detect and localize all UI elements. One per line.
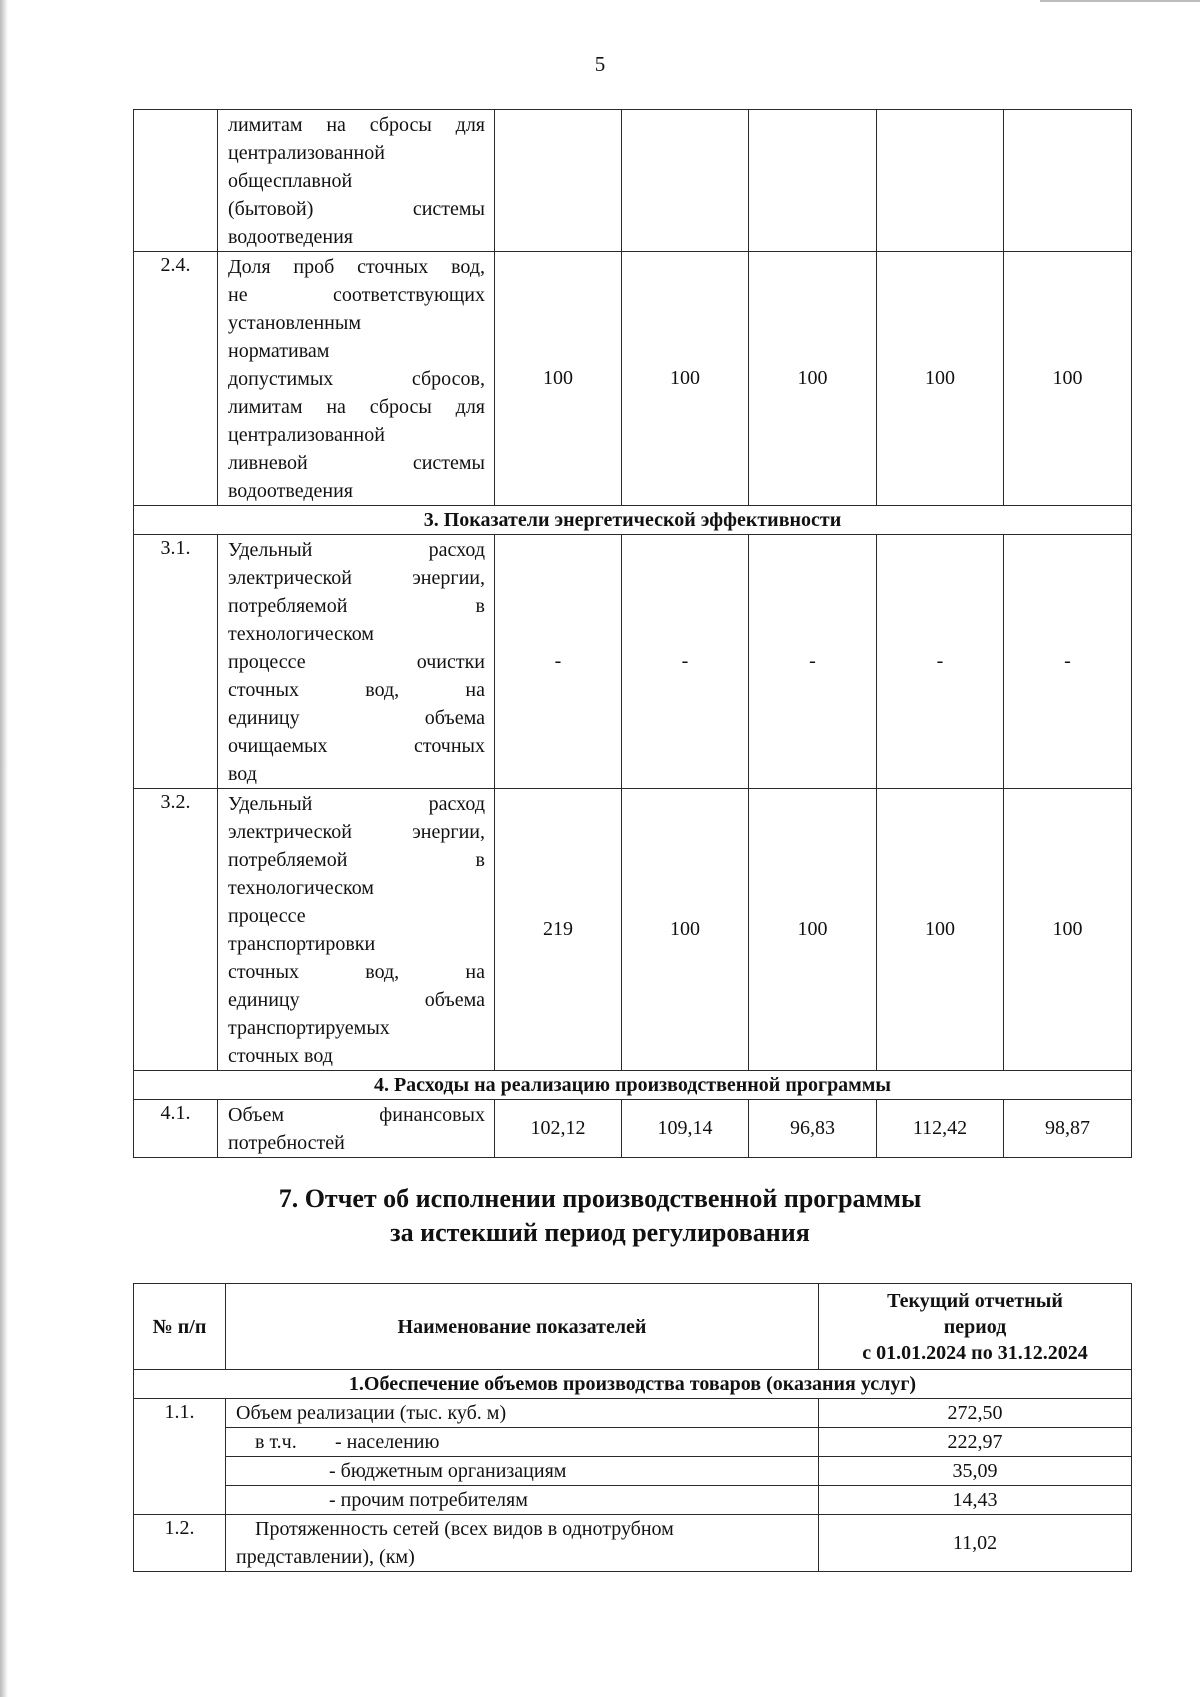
header-row xyxy=(134,1284,1132,1370)
value-cell: 100 xyxy=(749,789,877,1071)
value-cell: 96,83 xyxy=(749,1100,877,1158)
scan-top-edge xyxy=(1040,0,1200,2)
value-cell xyxy=(1004,110,1132,252)
table-row xyxy=(134,1428,1132,1457)
table-row xyxy=(134,1399,1132,1428)
value-cell: 100 xyxy=(1004,252,1132,506)
value-cell: 109,14 xyxy=(622,1100,749,1158)
section-heading: 4. Расходы на реализацию производственной программы xyxy=(134,1071,1132,1100)
value-cell: 11,02 xyxy=(819,1515,1132,1572)
table-row xyxy=(134,1486,1132,1515)
value-cell: - xyxy=(495,535,622,789)
value-cell: 219 xyxy=(495,789,622,1071)
row-number: 2.4. xyxy=(134,252,218,506)
value-cell xyxy=(877,110,1004,252)
value-cell: 272,50 xyxy=(819,1399,1132,1428)
value-cell: 100 xyxy=(749,252,877,506)
table-row xyxy=(134,252,1132,506)
value-cell: - xyxy=(749,535,877,789)
value-cell: 100 xyxy=(622,252,749,506)
header-num: № п/п xyxy=(134,1284,226,1370)
table-row xyxy=(134,789,1132,1071)
value-cell xyxy=(495,110,622,252)
value-cell: 100 xyxy=(622,789,749,1071)
value-cell: 35,09 xyxy=(819,1457,1132,1486)
indicator-name: в т.ч. - населению xyxy=(226,1428,819,1457)
row-number: 3.2. xyxy=(134,789,218,1071)
value-cell: 14,43 xyxy=(819,1486,1132,1515)
table-row xyxy=(134,535,1132,789)
section-title: 7. Отчет об исполнении производственной программы за истекший период регулирования xyxy=(278,1184,922,1247)
indicator-name: Объем реализации (тыс. куб. м) xyxy=(226,1399,819,1428)
table-row xyxy=(134,110,1132,252)
indicator-description: лимитам на сбросы для централизованной общесплавной (бытовой) системы водоотведения xyxy=(218,110,495,252)
indicator-description: Объем финансовых потребностей xyxy=(218,1100,495,1158)
value-cell: 100 xyxy=(877,252,1004,506)
value-cell: 100 xyxy=(1004,789,1132,1071)
value-cell: 100 xyxy=(877,789,1004,1071)
value-cell: 112,42 xyxy=(877,1100,1004,1158)
row-number: 3.1. xyxy=(134,535,218,789)
value-cell: 102,12 xyxy=(495,1100,622,1158)
scan-left-edge xyxy=(0,0,8,1697)
value-cell xyxy=(749,110,877,252)
value-cell: 100 xyxy=(495,252,622,506)
section-row xyxy=(134,1071,1132,1100)
value-cell: - xyxy=(622,535,749,789)
report-table xyxy=(133,1283,1132,1572)
indicator-name: Протяженность сетей (всех видов в однотрубном представлении), (км) xyxy=(226,1515,819,1572)
section-heading: 3. Показатели энергетической эффективности xyxy=(134,506,1132,535)
value-cell: 222,97 xyxy=(819,1428,1132,1457)
page-number: 5 xyxy=(594,52,606,76)
row-number: 4.1. xyxy=(134,1100,218,1158)
indicator-name: - прочим потребителям xyxy=(226,1486,819,1515)
header-name: Наименование показателей xyxy=(226,1284,819,1370)
indicator-description: Доля проб сточных вод, не соответствующих установленным нормативам допустимых сбросов, лимитам на сбросы для централизованной ливневой системы водоотведения xyxy=(218,252,495,506)
indicator-name: - бюджетным организациям xyxy=(226,1457,819,1486)
table-row xyxy=(134,1515,1132,1572)
row-number: 1.2. xyxy=(134,1515,226,1572)
indicator-description: Удельный расход электрической энергии, потребляемой в технологическом процессе очистки сточных вод, на единицу объема очищаемых сточных вод xyxy=(218,535,495,789)
value-cell xyxy=(622,110,749,252)
value-cell: - xyxy=(1004,535,1132,789)
indicators-table xyxy=(133,109,1132,1158)
indicator-description: Удельный расход электрической энергии, потребляемой в технологическом процессе транспортировки сточных вод, на единицу объема транспортируемых сточных вод xyxy=(218,789,495,1071)
row-number: 1.1. xyxy=(134,1399,226,1515)
table-row xyxy=(134,1100,1132,1158)
row-number xyxy=(134,110,218,252)
table-row xyxy=(134,1457,1132,1486)
header-period: Текущий отчетный период с 01.01.2024 по 31.12.2024 xyxy=(819,1284,1132,1370)
value-cell: - xyxy=(877,535,1004,789)
value-cell: 98,87 xyxy=(1004,1100,1132,1158)
section-row xyxy=(134,1370,1132,1399)
section-row xyxy=(134,506,1132,535)
section-heading: 1.Обеспечение объемов производства товаров (оказания услуг) xyxy=(134,1370,1132,1399)
